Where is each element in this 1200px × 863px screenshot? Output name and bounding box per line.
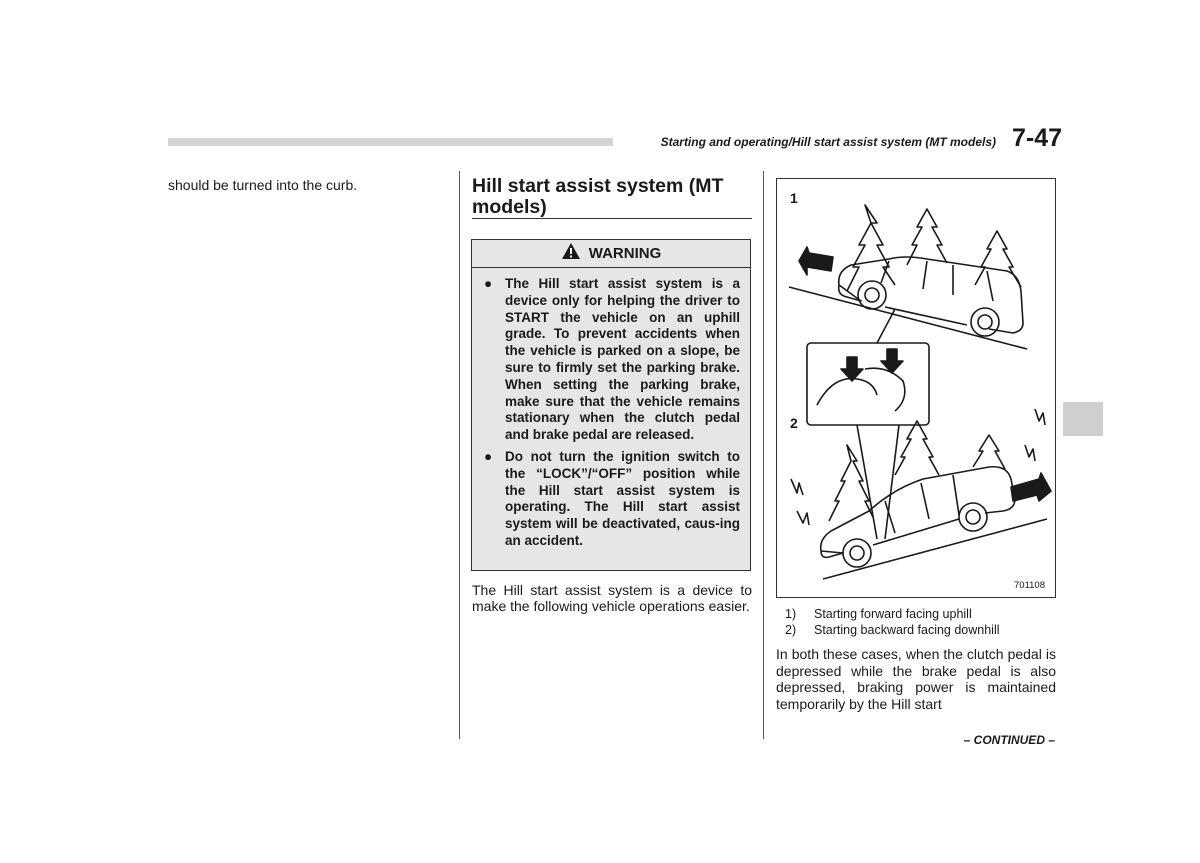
illustration-label-2: 2 <box>790 415 798 431</box>
page-number: 7-47 <box>1012 124 1063 152</box>
section-title-rule <box>472 218 752 219</box>
caption-item <box>785 622 1055 638</box>
caption-list <box>785 606 1055 638</box>
illustration-label-1: 1 <box>790 190 798 206</box>
warning-box <box>471 239 751 571</box>
caption-number: 1) <box>785 607 797 621</box>
caption-item <box>785 606 1055 622</box>
column2-body: The Hill start assist system is a device to make the following vehicle operations easier. <box>472 582 752 614</box>
warning-item <box>482 449 740 550</box>
chapter-side-tab <box>1063 402 1103 436</box>
column3-body: In both these cases, when the clutch pedal is depressed while the brake pedal is also depressed, braking power is maintained temporarily by the Hill start <box>776 646 1056 713</box>
warning-item <box>482 276 740 444</box>
warning-label: WARNING <box>588 245 662 262</box>
caption-text: Starting backward facing downhill <box>814 623 1000 637</box>
column-divider-right <box>763 171 764 739</box>
section-title: Hill start assist system (MT models) <box>472 175 724 218</box>
warning-item-text: The Hill start assist system is a device only for helping the driver to START the vehicle on an uphill grade. To prevent accidents when the vehicle is parked on a slope, be sure to firmly set the parking brake. When setting the parking brake, make sure that the vehicle remains stationary when the clutch pedal and brake pedal are released. <box>505 276 740 443</box>
caption-number: 2) <box>785 623 797 637</box>
warning-item-text: Do not turn the ignition switch to the “LOCK”/“OFF” position while the Hill start assist system is operating. The Hill start assist system will be deactivated, caus-ing an accident. <box>505 448 740 548</box>
column-divider-left <box>459 171 460 739</box>
warning-body <box>472 268 750 550</box>
warning-header <box>472 240 750 268</box>
bullet-icon: ● <box>484 448 493 464</box>
bullet-icon: ● <box>484 276 493 291</box>
hill-start-illustration <box>776 178 1056 598</box>
continued-marker: – CONTINUED – <box>963 733 1055 747</box>
illustration-drawing <box>777 179 1055 597</box>
header-section-path: Starting and operating/Hill start assist system (MT models) <box>660 135 996 149</box>
caption-text: Starting forward facing uphill <box>814 607 972 621</box>
warning-triangle-icon <box>561 242 581 265</box>
column1-text: should be turned into the curb. <box>168 177 358 193</box>
illustration-code: 701108 <box>1014 580 1045 591</box>
